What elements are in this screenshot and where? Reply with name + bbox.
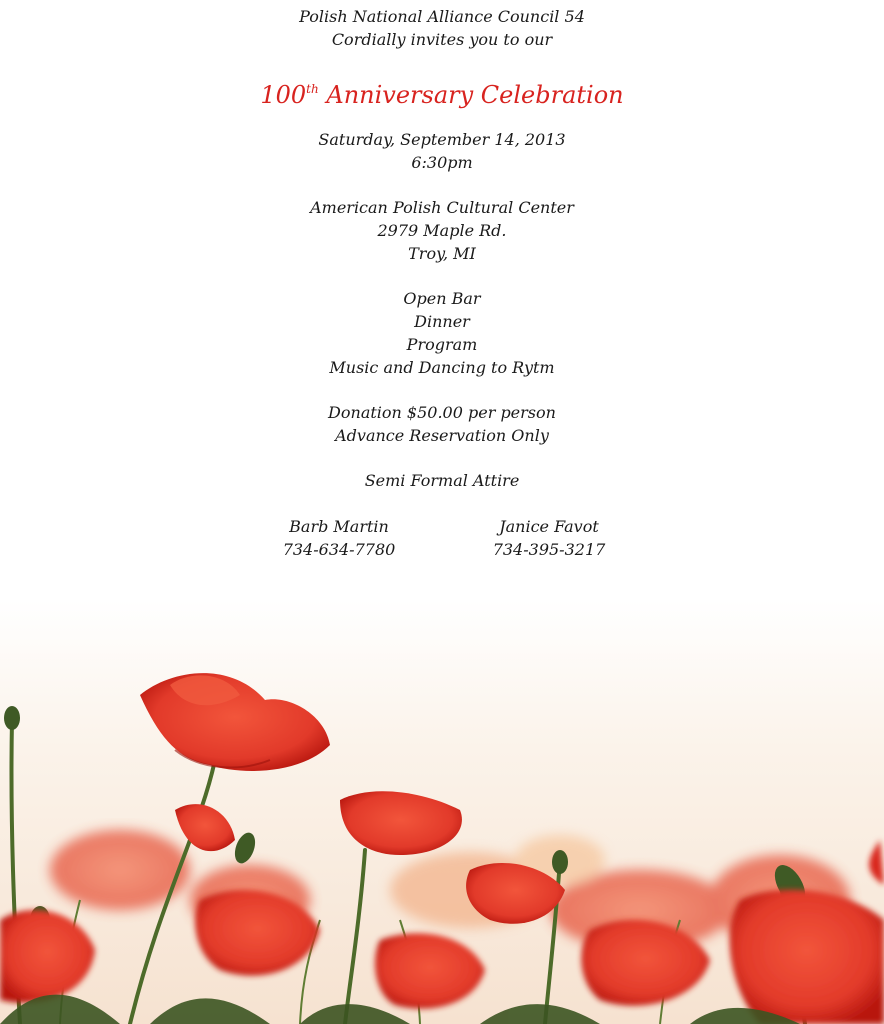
venue-city: Troy, MI xyxy=(408,244,476,263)
contact-name-2: Janice Favot xyxy=(499,517,599,536)
poppy-field-image xyxy=(0,600,884,1024)
event-date: Saturday, September 14, 2013 xyxy=(318,130,566,149)
contact-phone-2: 734-395-3217 xyxy=(492,540,606,559)
venue-street: 2979 Maple Rd. xyxy=(377,221,507,240)
feature-open-bar: Open Bar xyxy=(403,289,481,308)
feature-music: Music and Dancing to Rytm xyxy=(329,358,555,377)
invite-line: Cordially invites you to our xyxy=(331,30,553,49)
donation-line: Donation $50.00 per person xyxy=(328,403,556,422)
venue-name: American Polish Cultural Center xyxy=(310,198,574,217)
host-line: Polish National Alliance Council 54 xyxy=(299,7,585,26)
title-number: 100 xyxy=(260,81,307,109)
feature-program: Program xyxy=(406,335,478,354)
title-suffix: th xyxy=(306,82,319,96)
contact-name-1: Barb Martin xyxy=(289,517,389,536)
event-time: 6:30pm xyxy=(411,153,473,172)
reservation-line: Advance Reservation Only xyxy=(335,426,549,445)
attire-line: Semi Formal Attire xyxy=(364,471,520,490)
feature-dinner: Dinner xyxy=(414,312,470,331)
title-rest: Anniversary Celebration xyxy=(318,81,624,109)
event-title xyxy=(0,74,884,110)
contact-phone-1: 734-634-7780 xyxy=(282,540,396,559)
